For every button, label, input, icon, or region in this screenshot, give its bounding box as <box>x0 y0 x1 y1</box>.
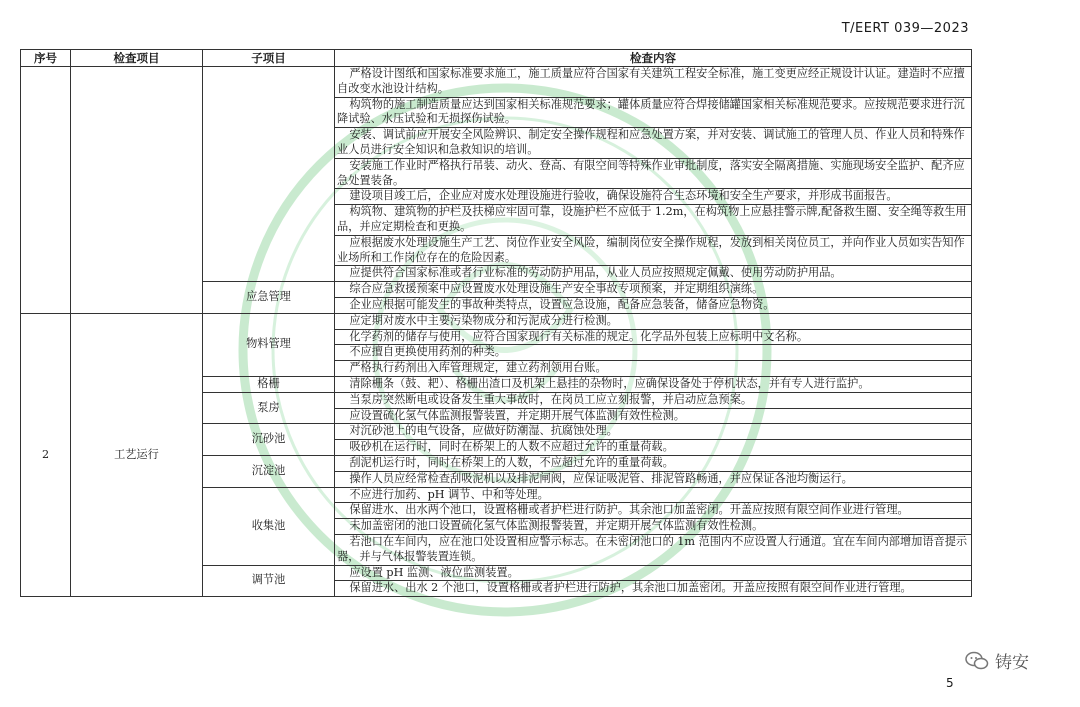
item-cell: 工艺运行 <box>71 313 203 596</box>
table-row <box>21 67 972 98</box>
seq-cell-empty <box>21 67 71 314</box>
sub-cell-grit-chamber: 沉砂池 <box>203 424 335 456</box>
content-cell: 对沉砂池上的电气设备，应做好防潮湿、抗腐蚀处理。 <box>335 424 972 440</box>
wechat-icon <box>965 651 989 671</box>
sub-cell-collection-tank: 收集池 <box>203 487 335 565</box>
content-cell: 综合应急救援预案中应设置废水处理设施生产安全事故专项预案，并定期组织演练。 <box>335 282 972 298</box>
content-cell: 应设置 pH 监测、液位监测装置。 <box>335 565 972 581</box>
wechat-account-badge[interactable] <box>965 648 1029 673</box>
document-code: T/EERT 039—2023 <box>841 21 969 36</box>
content-cell: 安装施工作业时严格执行吊装、动火、登高、有限空间等特殊作业审批制度，落实安全隔离措施、实施现场安全监护、配齐应急处置装备。 <box>335 158 972 189</box>
sub-cell-emergency: 应急管理 <box>203 282 335 314</box>
inspection-table <box>20 49 972 597</box>
table-header-row <box>21 50 972 67</box>
sub-cell-equalization-tank: 调节池 <box>203 565 335 597</box>
sub-cell-materials: 物料管理 <box>203 313 335 376</box>
sub-cell-empty <box>203 67 335 282</box>
content-cell: 严格设计图纸和国家标准要求施工，施工质量应符合国家有关建筑工程安全标准，施工变更应经正规设计认证。建造时不应擅自改变水池设计结构。 <box>335 67 972 98</box>
col-header-content: 检查内容 <box>335 50 972 67</box>
content-cell: 应根据废水处理设施生产工艺、岗位作业安全风险，编制岗位安全操作规程，发放到相关岗位员工，并向作业人员如实告知作业场所和工作岗位存在的危险因素。 <box>335 235 972 266</box>
content-cell: 应定期对废水中主要污染物成分和污泥成分进行检测。 <box>335 313 972 329</box>
content-cell: 安装、调试前应开展安全风险辨识、制定安全操作规程和应急处置方案，并对安装、调试施工的管理人员、作业人员和特殊作业人员进行安全知识和急救知识的培训。 <box>335 128 972 159</box>
content-cell: 保留进水、出水两个池口，设置格栅或者护栏进行防护。其余池口加盖密闭。开盖应按照有限空间作业进行管理。 <box>335 503 972 519</box>
content-cell: 清除栅条（鼓、耙）、格栅出渣口及机架上悬挂的杂物时，应确保设备处于停机状态，并有专人进行监护。 <box>335 376 972 392</box>
seq-cell: 2 <box>21 313 71 596</box>
content-cell: 构筑物、建筑物的护栏及扶梯应牢固可靠，设施护栏不应低于 1.2m，在构筑物上应悬挂警示牌,配备救生圈、安全绳等救生用品，并应定期检查和更换。 <box>335 205 972 236</box>
content-cell: 刮泥机运行时，同时在桥架上的人数，不应超过允许的重量荷载。 <box>335 455 972 471</box>
table-row <box>21 313 972 329</box>
content-cell: 建设项目竣工后，企业应对废水处理设施进行验收，确保设施符合生态环境和安全生产要求，并形成书面报告。 <box>335 189 972 205</box>
sub-cell-pump-room: 泵房 <box>203 392 335 424</box>
content-cell: 不应擅自更换使用药剂的种类。 <box>335 345 972 361</box>
sub-cell-sedimentation-tank: 沉淀池 <box>203 455 335 487</box>
content-cell: 化学药剂的储存与使用，应符合国家现行有关标准的规定。化学品外包装上应标明中文名称。 <box>335 329 972 345</box>
content-cell: 严格执行药剂出入库管理规定，建立药剂领用台账。 <box>335 361 972 377</box>
content-cell: 企业应根据可能发生的事故种类特点，设置应急设施，配备应急装备，储备应急物资。 <box>335 297 972 313</box>
content-cell: 未加盖密闭的池口设置硫化氢气体监测报警装置，并定期开展气体监测有效性检测。 <box>335 519 972 535</box>
col-header-item: 检查项目 <box>71 50 203 67</box>
content-cell: 应设置硫化氢气体监测报警装置，并定期开展气体监测有效性检测。 <box>335 408 972 424</box>
sub-cell-grille: 格栅 <box>203 376 335 392</box>
col-header-sub: 子项目 <box>203 50 335 67</box>
page-number: 5 <box>946 676 954 690</box>
item-cell-empty <box>71 67 203 314</box>
content-cell: 保留进水、出水 2 个池口，设置格栅或者护栏进行防护，其余池口加盖密闭。开盖应按照有限空间作业进行管理。 <box>335 581 972 597</box>
content-cell: 操作人员应经常检查刮吸泥机以及排泥闸阀，应保证吸泥管、排泥管路畅通，并应保证各池均衡运行。 <box>335 471 972 487</box>
content-cell: 构筑物的施工制造质量应达到国家相关标准规范要求；罐体质量应符合焊接储罐国家相关标准规范要求。应按规范要求进行沉降试验、水压试验和无损探伤试验。 <box>335 97 972 128</box>
content-cell: 当泵房突然断电或设备发生重大事故时，在岗员工应立刻报警，并启动应急预案。 <box>335 392 972 408</box>
content-cell: 若池口在车间内，应在池口处设置相应警示标志。在未密闭池口的 1m 范围内不应设置人行通道。宜在车间内部增加语音提示器，并与气体报警装置连锁。 <box>335 534 972 565</box>
wechat-account-name: 铸安 <box>995 653 1029 673</box>
col-header-seq: 序号 <box>21 50 71 67</box>
content-cell: 吸砂机在运行时，同时在桥架上的人数不应超过允许的重量荷载。 <box>335 440 972 456</box>
content-cell: 不应进行加药、pH 调节、中和等处理。 <box>335 487 972 503</box>
content-cell: 应提供符合国家标准或者行业标准的劳动防护用品，从业人员应按照规定佩戴、使用劳动防护用品。 <box>335 266 972 282</box>
